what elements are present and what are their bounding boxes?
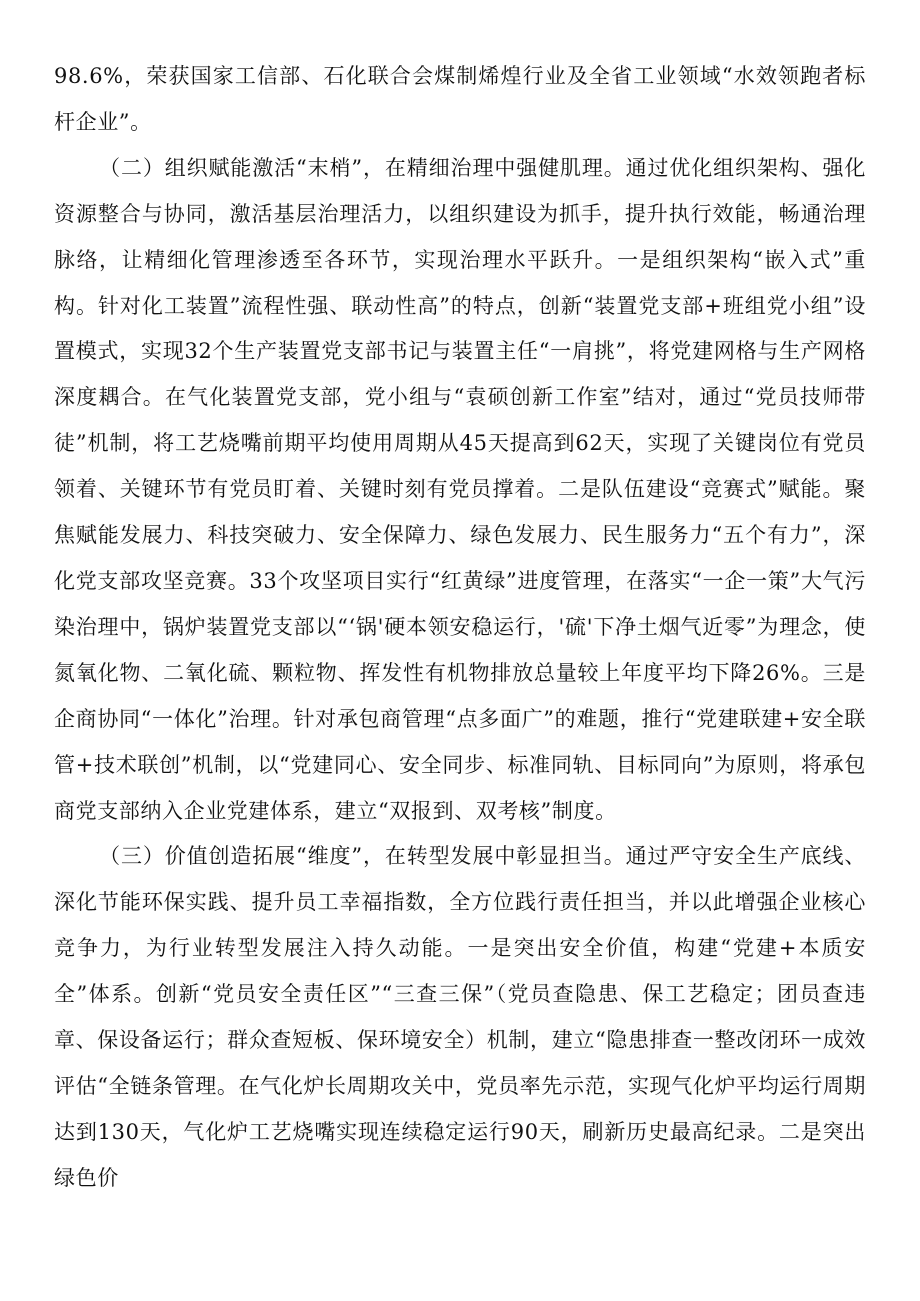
paragraph-continuation: 98.6%，荣获国家工信部、石化联合会煤制烯煌行业及全省工业领域“水效领跑者标杆企业”。 [54,64,866,134]
document-page [54,54,866,1202]
paragraph-section-three: （三）价值创造拓展“维度”，在转型发展中彰显担当。通过严守安全生产底线、深化节能环保实践、提升员工幸福指数，全方位践行责任担当，并以此增强企业核心竞争力，为行业转型发展注入持久动能。一是突出安全价值，构建“党建+本质安全”体系。创新“党员安全责任区”“三查三保”（党员查隐患、保工艺稳定；团员查违章、保设备运行；群众查短板、保环境安全）机制，建立“隐患排查一整改闭环一成效评估“全链条管理。在气化炉长周期攻关中，党员率先示范，实现气化炉平均运行周期达到130天，气化炉工艺烧嘴实现连续稳定运行90天，刷新历史最高纪录。二是突出绿色价 [54,844,866,1190]
paragraph-section-two: （二）组织赋能激活“末梢”，在精细治理中强健肌理。通过优化组织架构、强化资源整合与协同，激活基层治理活力，以组织建设为抓手，提升执行效能，畅通治理脉络，让精细化管理渗透至各环节，实现治理水平跃升。一是组织架构“嵌入式”重构。针对化工装置”流程性强、联动性高”的特点，创新“装置党支部+班组党小组”设置模式，实现32个生产装置党支部书记与装置主任“一肩挑”，将党建网格与生产网格深度耦合。在气化装置党支部，党小组与“袁硕创新工作室”结对，通过“党员技师带徒”机制，将工艺烧嘴前期平均使用周期从45天提高到62天，实现了关键岗位有党员领着、关键环节有党员盯着、关键时刻有党员撑着。二是队伍建设“竞赛式”赋能。聚焦赋能发展力、科技突破力、安全保障力、绿色发展力、民生服务力“五个有力”，深化党支部攻坚竞赛。33个攻坚项目实行“红黄绿”进度管理，在落实“一企一策”大气污染治理中，锅炉装置党支部以“‘锅'硬本领安稳运行，'硫'下净土烟气近零”为理念，使氮氧化物、二氧化硫、颗粒物、挥发性有机物排放总量较上年度平均下降26%。三是企商协同“一体化”治理。针对承包商管理“点多面广”的难题，推行“党建联建+安全联管+技术联创”机制，以“党建同心、安全同步、标准同轨、目标同向”为原则，将承包商党支部纳入企业党建体系，建立“双报到、双考核”制度。 [54,155,866,823]
